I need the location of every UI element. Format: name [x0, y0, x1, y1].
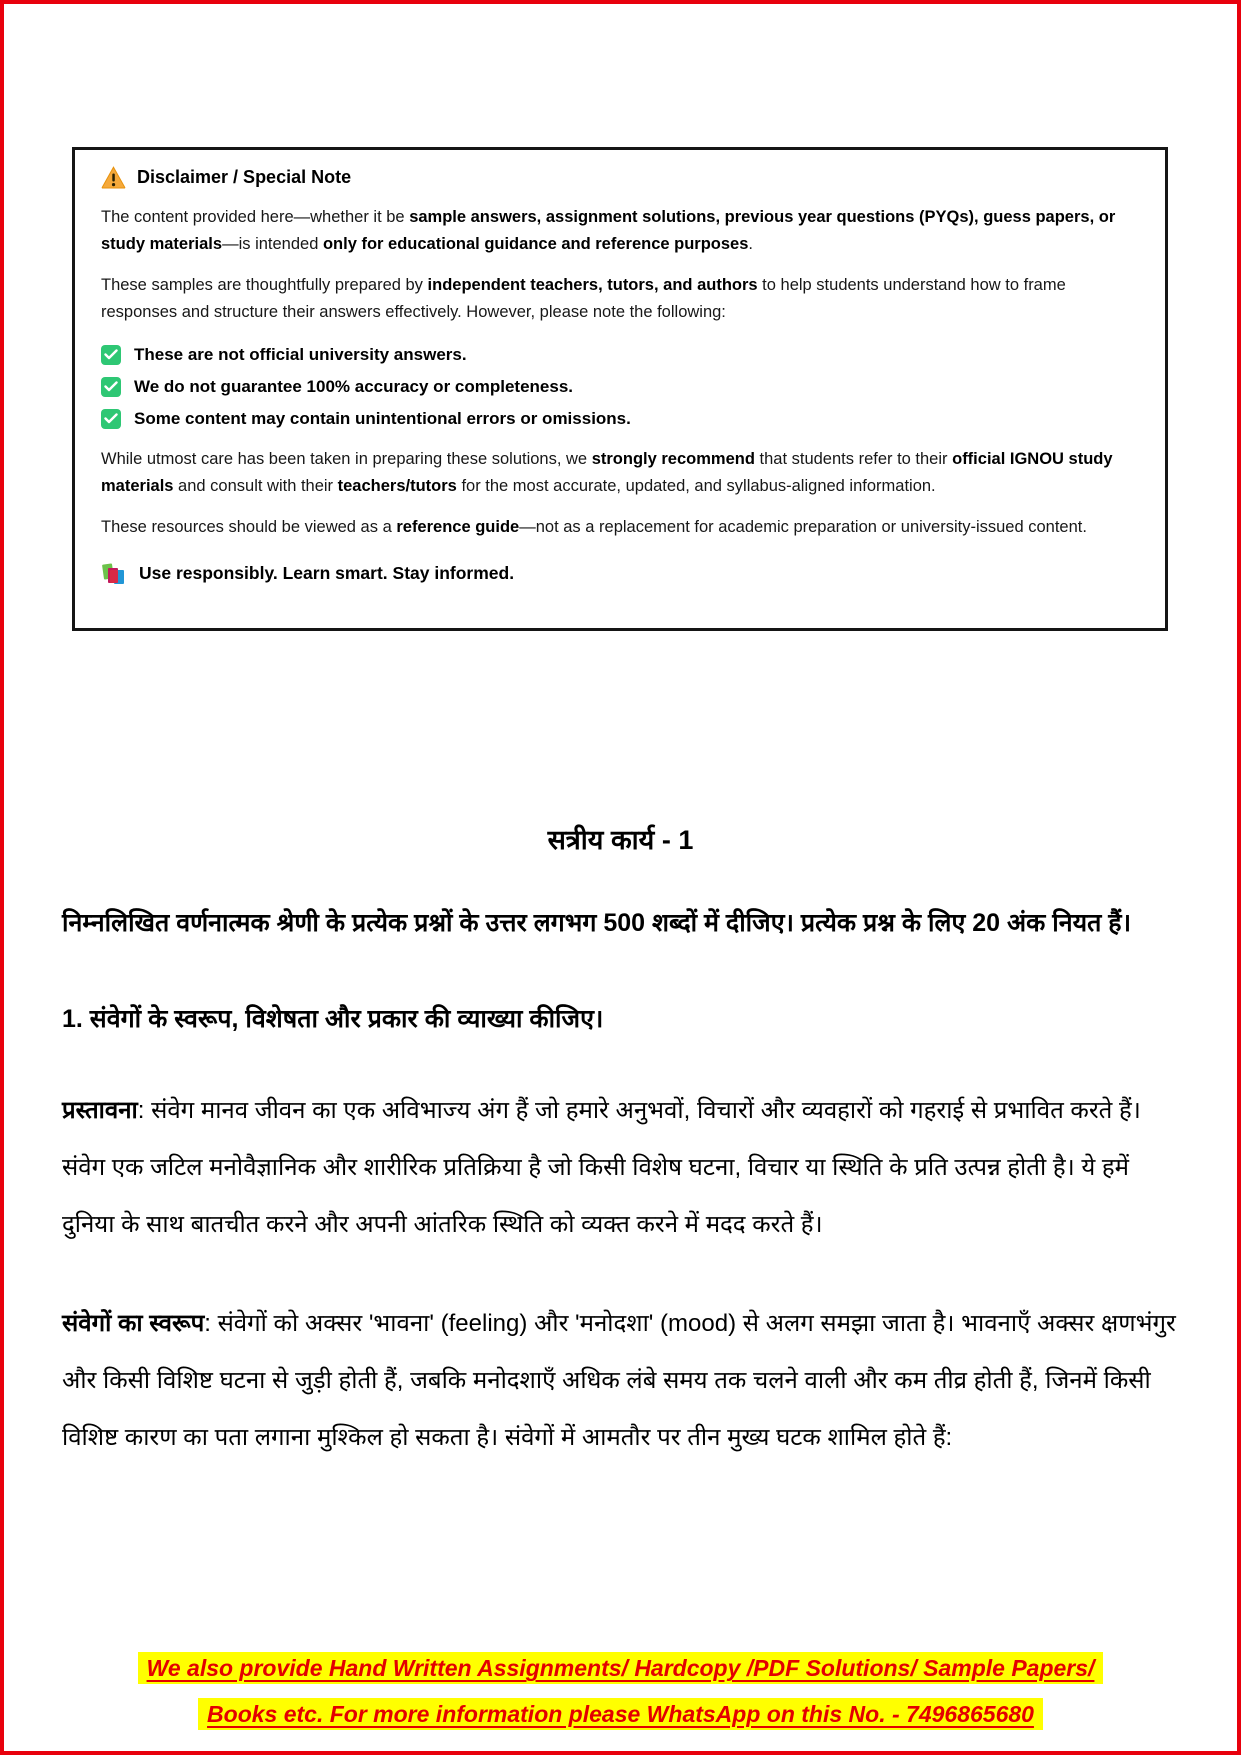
promo-line-1-text: We also provide Hand Written Assignments/ Hardcopy /PDF Solutions/ Sample Papers/ [138, 1652, 1104, 1684]
checklist-item-label: We do not guarantee 100% accuracy or completeness. [134, 377, 574, 396]
assignment-instruction: निम्नलिखित वर्णनात्मक श्रेणी के प्रत्येक प्रश्नों के उत्तर लगभग 500 शब्दों में दीजिए। प्रत्येक प्रश्न के लिए 20 अंक नियत हैं। [62, 909, 1132, 937]
green-check-icon [101, 377, 121, 397]
promo-line-2-text: Books etc. For more information please WhatsApp on this No. - 7496865680 [198, 1698, 1043, 1730]
disclaimer-box [72, 147, 1168, 631]
checklist-item [101, 342, 1139, 367]
assignment-content [62, 630, 1179, 1466]
answer-paragraph-intro: प्रस्तावना: संवेग मानव जीवन का एक अविभाज्य अंग हैं जो हमारे अनुभवों, विचारों और व्यवहारों को गहराई से प्रभावित करते हैं। संवेग एक जटिल मनोवैज्ञानिक और शारीरिक प्रतिक्रिया है जो किसी विशेष घटना, विचार या स्थिति के प्रति उत्पन्न होती है। ये हमें दुनिया के साथ बातचीत करने और अपनी आंतरिक स्थिति को व्यक्त करने में मदद करते हैं। [62, 1097, 1141, 1238]
books-icon [101, 562, 127, 586]
warning-triangle-icon [101, 166, 126, 189]
disclaimer-paragraph-1: The content provided here—whether it be sample answers, assignment solutions, previous year questions (PYQs), guess papers, or study materials—is intended only for educational guidance and reference purposes. [101, 208, 1116, 253]
disclaimer-paragraph-4: These resources should be viewed as a reference guide—not as a replacement for academic preparation or university-issued content. [101, 518, 1087, 536]
disclaimer-paragraph-2: These samples are thoughtfully prepared by independent teachers, tutors, and authors to help students understand how to frame responses and structure their answers effectively. However, please note the following: [101, 276, 1066, 321]
promo-line-2 [0, 1691, 1241, 1737]
promo-banner [0, 1645, 1241, 1737]
assignment-title: सत्रीय कार्य - 1 [547, 825, 694, 855]
promo-line-1 [0, 1645, 1241, 1691]
checklist-item-label: These are not official university answers. [134, 345, 467, 364]
checklist-item [101, 374, 1139, 399]
disclaimer-checklist [101, 342, 1139, 431]
disclaimer-paragraph-3: While utmost care has been taken in preparing these solutions, we strongly recommend that students refer to their official IGNOU study materials and consult with their teachers/tutors for the most accurate, updated, and syllabus-aligned information. [101, 450, 1113, 495]
question-heading: 1. संवेगों के स्वरूप, विशेषता और प्रकार की व्याख्या कीजिए। [62, 1005, 604, 1033]
green-check-icon [101, 345, 121, 365]
answer-paragraph-nature: संवेगों का स्वरूप: संवेगों को अक्सर 'भावना' (feeling) और 'मनोदशा' (mood) से अलग समझा जाता है। भावनाएँ अक्सर क्षणभंगुर और किसी विशिष्ट घटना से जुड़ी होती हैं, जबकि मनोदशाएँ अधिक लंबे समय तक चलने वाली और कम तीव्र होती हैं, जिनमें किसी विशिष्ट कारण का पता लगाना मुश्किल हो सकता है। संवेगों में आमतौर पर तीन मुख्य घटक शामिल होते हैं: [62, 1310, 1176, 1451]
checklist-item [101, 406, 1139, 431]
disclaimer-footer-row [101, 562, 1139, 586]
disclaimer-footer-text: Use responsibly. Learn smart. Stay informed. [139, 563, 515, 583]
disclaimer-title: Disclaimer / Special Note [137, 167, 352, 187]
green-check-icon [101, 409, 121, 429]
disclaimer-title-row [101, 166, 1139, 189]
checklist-item-label: Some content may contain unintentional errors or omissions. [134, 409, 631, 428]
